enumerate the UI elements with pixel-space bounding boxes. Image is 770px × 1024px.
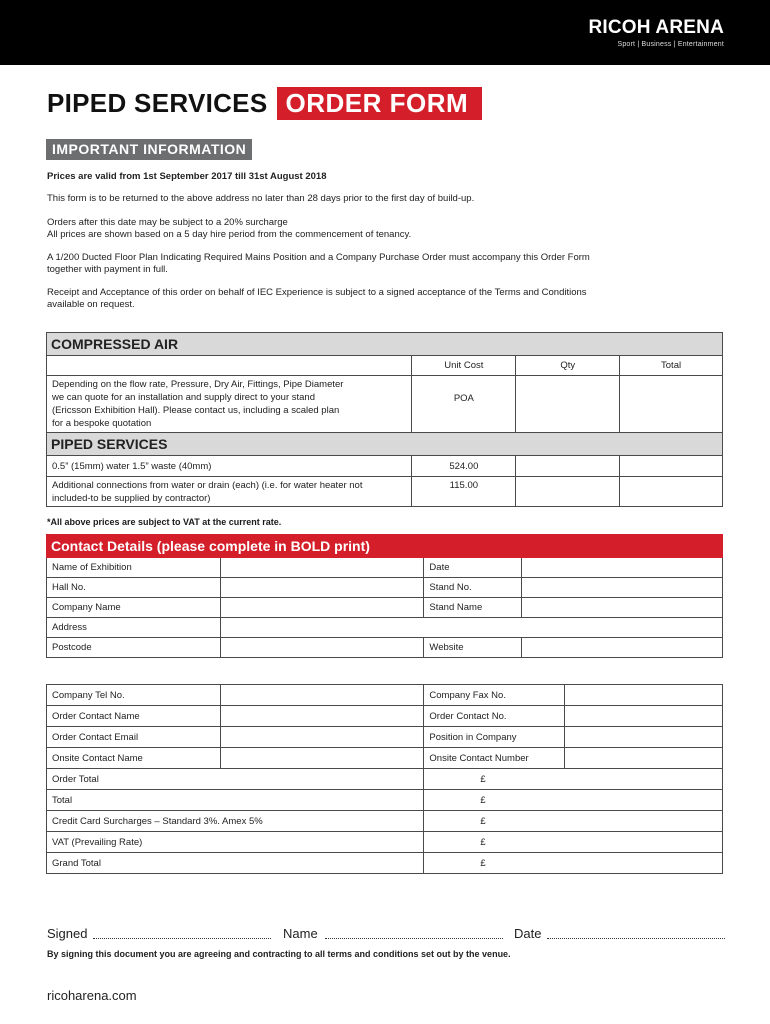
label-hall-no: Hall No. — [47, 578, 221, 598]
label-sign-date: Date — [514, 926, 542, 941]
grand-total-row — [47, 853, 723, 874]
vat-field[interactable]: £ — [424, 832, 723, 853]
return-note: This form is to be returned to the above address no later than 28 days prior to the first day of build-up. — [47, 193, 475, 204]
label-stand-no: Stand No. — [424, 578, 522, 598]
onsite-contact-name-field[interactable] — [220, 748, 424, 769]
contact-row-5 — [47, 638, 723, 658]
label-total: Total — [47, 790, 424, 811]
piped-item-1-price: 524.00 — [412, 456, 516, 477]
address-field[interactable] — [220, 618, 722, 638]
stand-no-field[interactable] — [522, 578, 723, 598]
date-field[interactable] — [522, 558, 723, 578]
services-table — [46, 332, 723, 507]
label-website: Website — [424, 638, 522, 658]
label-onsite-contact-name: Onsite Contact Name — [47, 748, 221, 769]
cc-surcharge-field[interactable]: £ — [424, 811, 723, 832]
label-onsite-contact-number: Onsite Contact Number — [424, 748, 565, 769]
compressed-air-total-field[interactable] — [620, 376, 723, 433]
compressed-air-description: Depending on the flow rate, Pressure, Dry Air, Fittings, Pipe Diameter we can quote for an installation and supply direct to your stand (Ericsson Exhibition Hall). Please contact us, including a scaled plan for a bespoke quotation — [47, 376, 412, 433]
surcharge-note: Orders after this date may be subject to a 20% surcharge All prices are shown based on a 5 day hire period from the commencement of tenancy. — [47, 217, 412, 240]
signed-field[interactable] — [93, 938, 271, 939]
company-row-4 — [47, 748, 723, 769]
signature-line — [47, 926, 727, 942]
order-contact-no-field[interactable] — [565, 706, 723, 727]
page-title — [47, 86, 482, 120]
company-fax-field[interactable] — [565, 685, 723, 706]
column-header-row — [47, 356, 723, 376]
company-name-field[interactable] — [220, 598, 424, 618]
contact-row-3 — [47, 598, 723, 618]
exhibition-name-field[interactable] — [220, 558, 424, 578]
piped-item-2-description: Additional connections from water or drain (each) (i.e. for water heater not included-to be supplied by contractor) — [47, 477, 412, 507]
compressed-air-header: COMPRESSED AIR — [47, 333, 723, 356]
brand-tagline: Sport | Business | Entertainment — [617, 41, 724, 48]
piped-item-1-total-field[interactable] — [620, 456, 723, 477]
label-position: Position in Company — [424, 727, 565, 748]
company-row-2 — [47, 706, 723, 727]
piped-item-1-qty-field[interactable] — [516, 456, 620, 477]
col-unit-cost: Unit Cost — [412, 356, 516, 376]
label-order-contact-email: Order Contact Email — [47, 727, 221, 748]
label-cc-surcharge: Credit Card Surcharges – Standard 3%. Amex 5% — [47, 811, 424, 832]
label-stand-name: Stand Name — [424, 598, 522, 618]
label-company-tel: Company Tel No. — [47, 685, 221, 706]
brand-name: RICOH ARENA — [588, 17, 724, 38]
col-total: Total — [620, 356, 723, 376]
vat-note: *All above prices are subject to VAT at the current rate. — [47, 517, 282, 527]
compressed-air-qty-field[interactable] — [516, 376, 620, 433]
contact-row-1 — [47, 558, 723, 578]
postcode-field[interactable] — [220, 638, 424, 658]
title-part-1: PIPED SERVICES — [47, 87, 268, 118]
piped-item-2-total-field[interactable] — [620, 477, 723, 507]
piped-item-1-description: 0.5” (15mm) water 1.5” waste (40mm) — [47, 456, 412, 477]
piped-item-2-qty-field[interactable] — [516, 477, 620, 507]
compressed-air-price: POA — [412, 376, 516, 433]
brand-logo — [588, 18, 724, 48]
label-address: Address — [47, 618, 221, 638]
important-heading: IMPORTANT INFORMATION — [46, 139, 252, 160]
hall-no-field[interactable] — [220, 578, 424, 598]
total-row — [47, 790, 723, 811]
label-postcode: Postcode — [47, 638, 221, 658]
header-bar — [0, 0, 770, 65]
order-total-field[interactable]: £ — [424, 769, 723, 790]
label-name-of-exhibition: Name of Exhibition — [47, 558, 221, 578]
company-row-1 — [47, 685, 723, 706]
name-field[interactable] — [325, 938, 503, 939]
label-grand-total: Grand Total — [47, 853, 424, 874]
label-order-contact-no: Order Contact No. — [424, 706, 565, 727]
label-order-contact-name: Order Contact Name — [47, 706, 221, 727]
onsite-contact-number-field[interactable] — [565, 748, 723, 769]
col-qty: Qty — [516, 356, 620, 376]
label-order-total: Order Total — [47, 769, 424, 790]
label-date: Date — [424, 558, 522, 578]
label-company-name: Company Name — [47, 598, 221, 618]
order-contact-name-field[interactable] — [220, 706, 424, 727]
piped-item-1-row — [47, 456, 723, 477]
contact-table — [46, 534, 723, 658]
company-table — [46, 684, 723, 874]
contact-header: Contact Details (please complete in BOLD print) — [47, 535, 723, 558]
vat-row — [47, 832, 723, 853]
receipt-note: Receipt and Acceptance of this order on behalf of IEC Experience is subject to a signed acceptance of the Terms and Conditions available on request. — [47, 287, 587, 310]
validity-text: Prices are valid from 1st September 2017 till 31st August 2018 — [47, 171, 327, 182]
piped-services-header: PIPED SERVICES — [47, 433, 723, 456]
piped-item-2-price: 115.00 — [412, 477, 516, 507]
label-name: Name — [283, 926, 318, 941]
stand-name-field[interactable] — [522, 598, 723, 618]
label-company-fax: Company Fax No. — [424, 685, 565, 706]
label-vat: VAT (Prevailing Rate) — [47, 832, 424, 853]
contact-row-4 — [47, 618, 723, 638]
grand-total-field[interactable]: £ — [424, 853, 723, 874]
plan-note: A 1/200 Ducted Floor Plan Indicating Required Mains Position and a Company Purchase Order must accompany this Order Form together with payment in full. — [47, 252, 590, 275]
cc-surcharge-row — [47, 811, 723, 832]
footer-url: ricoharena.com — [47, 988, 137, 1003]
company-row-3 — [47, 727, 723, 748]
label-signed: Signed — [47, 926, 88, 941]
total-field[interactable]: £ — [424, 790, 723, 811]
company-tel-field[interactable] — [220, 685, 424, 706]
sign-date-field[interactable] — [547, 938, 725, 939]
order-contact-email-field[interactable] — [220, 727, 424, 748]
website-field[interactable] — [522, 638, 723, 658]
piped-item-2-row — [47, 477, 723, 507]
title-part-2: ORDER FORM — [277, 87, 482, 120]
order-total-row — [47, 769, 723, 790]
contact-row-2 — [47, 578, 723, 598]
position-field[interactable] — [565, 727, 723, 748]
agreement-text: By signing this document you are agreeing and contracting to all terms and conditions set out by the venue. — [47, 949, 511, 959]
compressed-air-row — [47, 376, 723, 433]
